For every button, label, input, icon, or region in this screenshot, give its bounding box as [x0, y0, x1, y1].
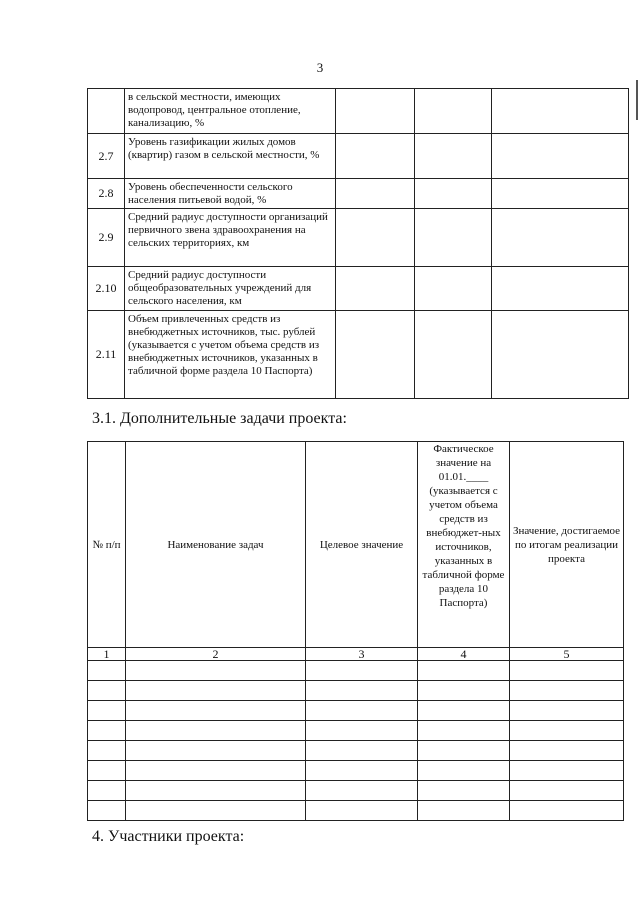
indicator-name: Уровень обеспеченности сельского населения питьевой водой, % [125, 179, 336, 209]
row-number: 2.7 [88, 134, 125, 179]
empty-cell [306, 741, 418, 761]
table-row [88, 761, 624, 781]
empty-cell [126, 681, 306, 701]
empty-cell [88, 761, 126, 781]
empty-cell [415, 311, 492, 399]
column-header-task-name: Наименование задач [126, 442, 306, 648]
empty-cell [510, 801, 624, 821]
empty-cell [336, 209, 415, 267]
table-row [88, 801, 624, 821]
empty-cell [415, 179, 492, 209]
empty-cell [88, 781, 126, 801]
empty-cell [492, 209, 629, 267]
column-number: 4 [418, 648, 510, 661]
empty-cell [415, 209, 492, 267]
column-number: 5 [510, 648, 624, 661]
empty-cell [88, 701, 126, 721]
table-row [88, 701, 624, 721]
additional-tasks-table [87, 441, 624, 821]
empty-cell [306, 721, 418, 741]
empty-cell [336, 179, 415, 209]
empty-cell [126, 721, 306, 741]
empty-cell [336, 311, 415, 399]
empty-cell [336, 267, 415, 311]
empty-cell [306, 801, 418, 821]
empty-cell [492, 179, 629, 209]
empty-cell [126, 781, 306, 801]
empty-cell [510, 681, 624, 701]
empty-cell [492, 267, 629, 311]
table-row [88, 781, 624, 801]
empty-cell [492, 311, 629, 399]
table-row [88, 741, 624, 761]
row-number: 2.9 [88, 209, 125, 267]
indicator-name: Объем привлеченных средств из внебюджетных источников, тыс. рублей (указывается с учетом объема средств из внебюджетных источников, указанных в табличной форме раздела 10 Паспорта) [125, 311, 336, 399]
empty-cell [492, 89, 629, 134]
empty-cell [418, 741, 510, 761]
empty-cell [415, 89, 492, 134]
empty-cell [306, 781, 418, 801]
empty-cell [88, 681, 126, 701]
empty-cell [510, 741, 624, 761]
row-number: 2.11 [88, 311, 125, 399]
empty-cell [306, 661, 418, 681]
table-row [88, 134, 629, 179]
section-heading: 3.1. Дополнительные задачи проекта: [92, 410, 347, 427]
empty-cell [126, 661, 306, 681]
column-header-achieved-value: Значение, достигаемое по итогам реализации проекта [510, 442, 624, 648]
empty-cell [510, 661, 624, 681]
table-row [88, 179, 629, 209]
empty-cell [306, 701, 418, 721]
table-row [88, 209, 629, 267]
empty-cell [415, 267, 492, 311]
scan-edge-mark [636, 80, 638, 120]
indicator-name: Уровень газификации жилых домов (квартир) газом в сельской местности, % [125, 134, 336, 179]
table-row [88, 89, 629, 134]
empty-cell [336, 89, 415, 134]
column-number: 2 [126, 648, 306, 661]
table-header-row [88, 442, 624, 648]
empty-cell [510, 701, 624, 721]
empty-cell [126, 761, 306, 781]
empty-cell [88, 661, 126, 681]
section-heading: 4. Участники проекта: [92, 828, 245, 845]
empty-cell [418, 801, 510, 821]
row-number: 2.10 [88, 267, 125, 311]
table-row [88, 721, 624, 741]
column-header-target-value: Целевое значение [306, 442, 418, 648]
empty-cell [418, 781, 510, 801]
empty-cell [418, 661, 510, 681]
row-number [88, 89, 125, 134]
row-number: 2.8 [88, 179, 125, 209]
column-number: 3 [306, 648, 418, 661]
empty-cell [492, 134, 629, 179]
indicator-name: Средний радиус доступности общеобразовательных учреждений для сельского населения, км [125, 267, 336, 311]
empty-cell [126, 801, 306, 821]
empty-cell [88, 721, 126, 741]
table-row [88, 311, 629, 399]
empty-cell [418, 681, 510, 701]
indicator-name: в сельской местности, имеющих водопровод, центральное отопление, канализацию, % [125, 89, 336, 134]
empty-cell [306, 681, 418, 701]
empty-cell [126, 701, 306, 721]
empty-cell [415, 134, 492, 179]
page-number: 3 [316, 60, 324, 75]
empty-cell [88, 741, 126, 761]
column-header-actual-value: Фактическое значение на 01.01.____ (указывается с учетом объема средств из внебюджет-ных источников, указанных в табличной форме раздела 10 Паспорта) [418, 442, 510, 648]
empty-cell [306, 761, 418, 781]
empty-cell [418, 761, 510, 781]
column-header-number: № п/п [88, 442, 126, 648]
empty-cell [418, 701, 510, 721]
empty-cell [336, 134, 415, 179]
column-numbers-row [88, 648, 624, 661]
indicator-name: Средний радиус доступности организаций первичного звена здравоохранения на сельских территориях, км [125, 209, 336, 267]
table-row [88, 267, 629, 311]
indicators-table [87, 88, 629, 399]
empty-cell [88, 801, 126, 821]
empty-cell [510, 781, 624, 801]
table-row [88, 661, 624, 681]
empty-cell [510, 721, 624, 741]
empty-cell [510, 761, 624, 781]
table-row [88, 681, 624, 701]
empty-cell [418, 721, 510, 741]
column-number: 1 [88, 648, 126, 661]
empty-cell [126, 741, 306, 761]
